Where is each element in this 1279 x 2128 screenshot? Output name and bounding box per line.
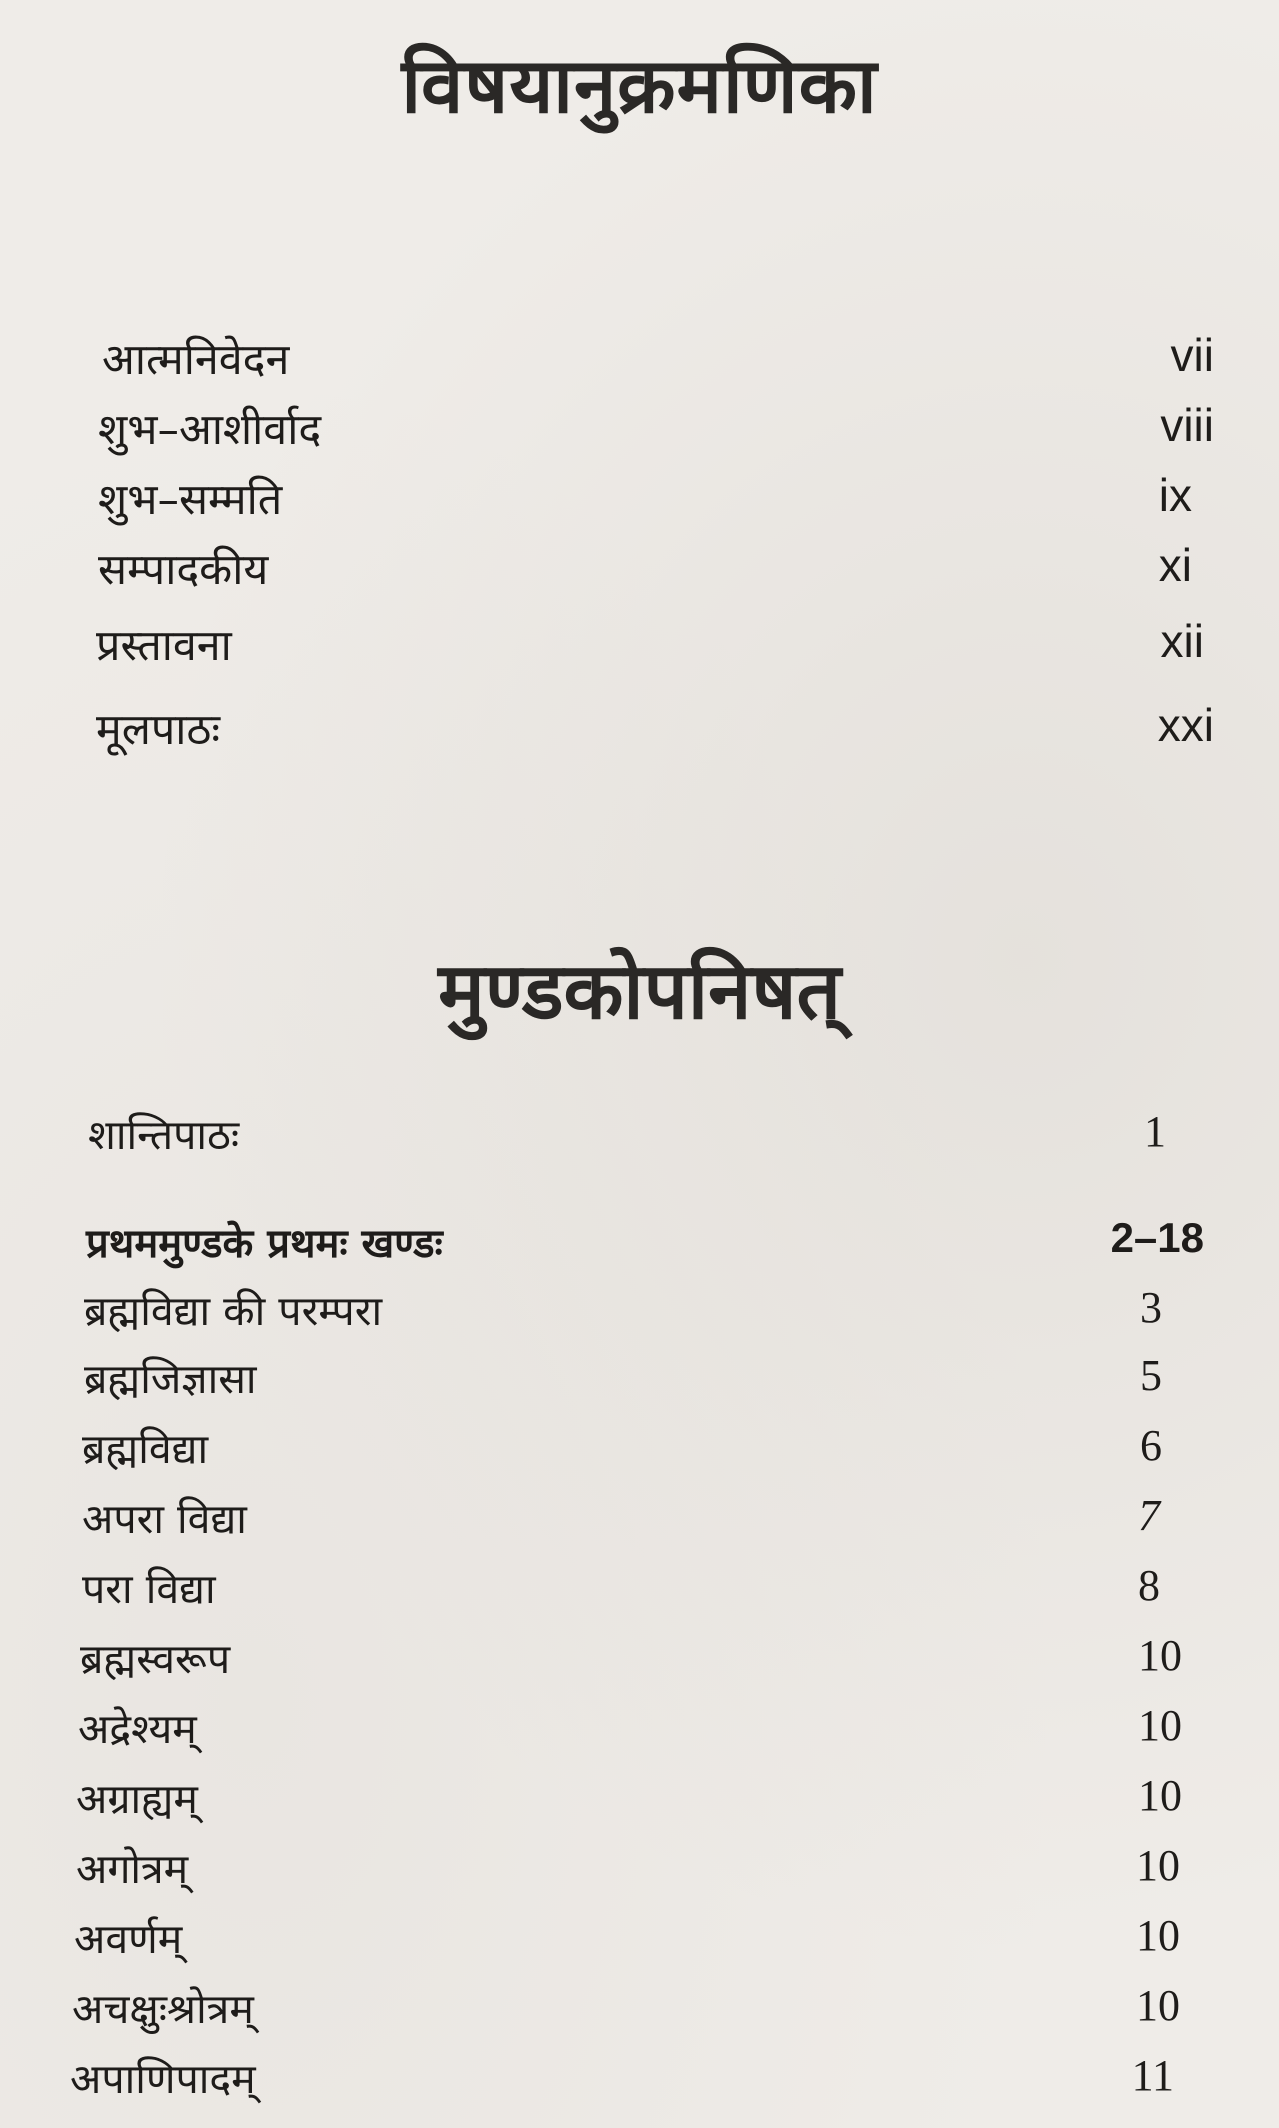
entry-label: शुभ–आशीर्वाद [98, 405, 322, 455]
toc-entry [74, 1910, 1180, 1966]
toc-entry [84, 1282, 1162, 1338]
page-number: 11 [1131, 2051, 1174, 2100]
page-number: viii [1160, 399, 1214, 451]
page-number: 7 [1138, 1491, 1160, 1540]
entry-label: मूलपाठः [96, 705, 221, 755]
front-matter-row [98, 468, 1192, 524]
toc-entry [82, 1420, 1162, 1476]
page-number: 10 [1136, 1911, 1180, 1960]
entry-label: अपरा विद्या [82, 1495, 247, 1543]
page-number: 10 [1138, 1771, 1182, 1820]
toc-entry [80, 1630, 1182, 1686]
page-number: xxi [1157, 699, 1214, 751]
toc-entry [72, 1980, 1180, 2036]
page-number: ix [1158, 469, 1192, 521]
page-range: 2–18 [1110, 1214, 1204, 1261]
entry-label: अचक्षुःश्रोत्रम् [72, 1985, 254, 2033]
front-matter-row [102, 328, 1214, 384]
page-number: 10 [1138, 1701, 1182, 1750]
toc-entry [82, 1490, 1160, 1546]
page-number: 10 [1138, 1631, 1182, 1680]
entry-label: अगोत्रम् [76, 1845, 189, 1893]
page-number: 3 [1140, 1283, 1162, 1332]
page-number: xi [1158, 539, 1192, 591]
entry-label: प्रस्तावना [96, 621, 232, 671]
page-number: 10 [1136, 1841, 1180, 1890]
toc-entry [76, 1840, 1180, 1896]
toc-entry [76, 1770, 1182, 1826]
front-matter-row [96, 614, 1204, 670]
entry-label: अद्रेश्यम् [78, 1705, 197, 1753]
entry-label: ब्रह्मजिज्ञासा [84, 1355, 257, 1403]
page-number: 5 [1140, 1351, 1162, 1400]
page-number: 8 [1138, 1561, 1160, 1610]
entry-label: अपाणिपादम् [70, 2055, 256, 2103]
section-heading-entry [86, 1214, 1204, 1270]
page-number: 10 [1136, 1981, 1180, 2030]
page-number: xii [1160, 615, 1204, 667]
toc-entry [84, 1350, 1162, 1406]
page-number: 6 [1140, 1421, 1162, 1470]
upanishad-title: मुण्डकोपनिषत् [438, 947, 841, 1037]
toc-entry [78, 1700, 1182, 1756]
entry-label: शुभ–सम्मति [98, 475, 283, 525]
toc-entry [70, 2050, 1174, 2106]
entry-label: सम्पादकीय [98, 545, 269, 595]
entry-label: परा विद्या [82, 1565, 216, 1613]
front-matter-row [98, 398, 1214, 454]
entry-label: आत्मनिवेदन [102, 335, 290, 385]
entry-label: ब्रह्मविद्या की परम्परा [84, 1287, 383, 1335]
toc-entry [88, 1106, 1166, 1162]
section-label: प्रथममुण्डके प्रथमः खण्डः [86, 1220, 443, 1267]
front-matter-row [96, 698, 1214, 754]
entry-label: अवर्णम् [74, 1915, 183, 1963]
entry-label: ब्रह्मस्वरूप [80, 1635, 231, 1683]
page-number: vii [1170, 329, 1214, 381]
entry-label: शान्तिपाठः [88, 1111, 240, 1159]
entry-label: अग्राह्यम् [76, 1775, 198, 1823]
toc-entry [82, 1560, 1160, 1616]
front-matter-row [98, 538, 1192, 594]
contents-title: विषयानुक्रमणिका [401, 41, 878, 130]
page-number: 1 [1144, 1107, 1166, 1156]
entry-label: ब्रह्मविद्या [82, 1425, 209, 1473]
